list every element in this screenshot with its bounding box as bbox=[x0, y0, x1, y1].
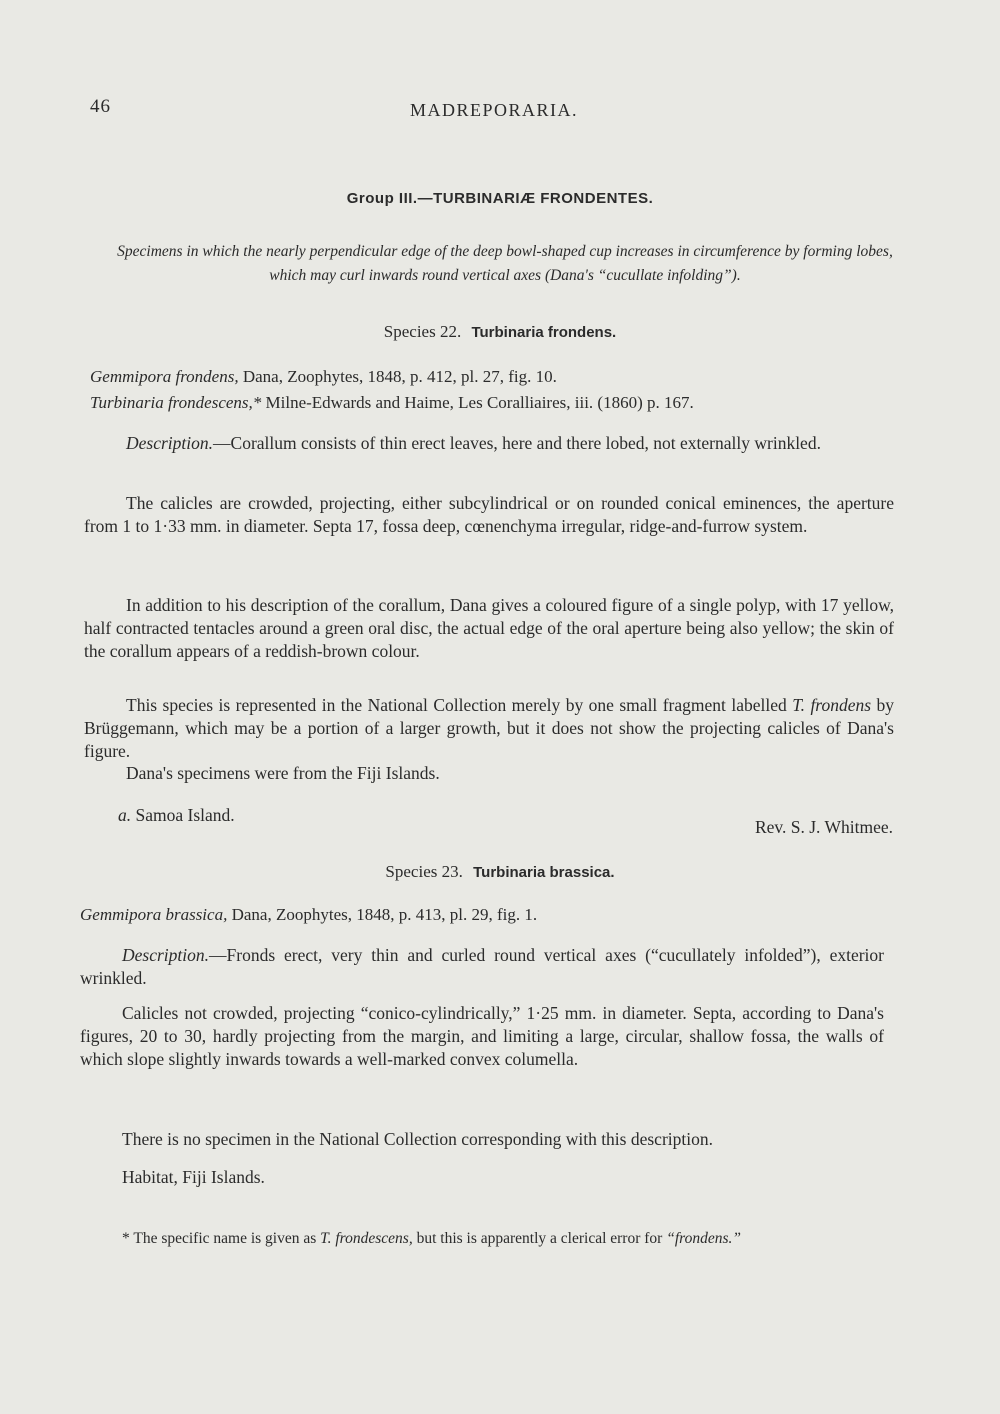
species-23-synonym-reference: Dana, Zoophytes, 1848, p. 413, pl. 29, fig. 1. bbox=[227, 905, 538, 924]
page-number: 46 bbox=[90, 96, 111, 117]
description-text: —Corallum consists of thin erect leaves, here and there lobed, not externally wrinkled. bbox=[213, 433, 821, 453]
synonym-1-reference: Dana, Zoophytes, 1848, p. 412, pl. 27, fig. 10. bbox=[238, 367, 557, 386]
species-22-description bbox=[84, 432, 894, 455]
species-22-represented bbox=[84, 694, 894, 763]
footnote bbox=[80, 1228, 880, 1250]
footnote-taxon: T. frondescens, bbox=[320, 1230, 413, 1247]
running-head: MADREPORARIA. bbox=[410, 100, 579, 120]
synonym-line-1 bbox=[90, 366, 557, 388]
synonym-2-reference: Milne-Edwards and Haime, Les Coralliaires, iii. (1860) p. 167. bbox=[261, 393, 694, 412]
specimen-letter: a. bbox=[118, 805, 132, 825]
species-23-no-specimen: There is no specimen in the National Collection corresponding with this description. bbox=[122, 1129, 713, 1149]
represented-pre: This species is represented in the National Collection merely by one small fragment labelled bbox=[126, 695, 793, 715]
represented-taxon: T. frondens bbox=[792, 695, 872, 715]
synonym-2-taxon: Turbinaria frondescens,* bbox=[90, 393, 262, 412]
species-22-heading bbox=[0, 322, 1000, 342]
specimen-row bbox=[118, 805, 893, 837]
specimen-collector: Rev. S. J. Whitmee. bbox=[754, 817, 893, 837]
species-23-description bbox=[80, 944, 884, 990]
specimen-locality: Samoa Island. bbox=[131, 805, 235, 825]
group-title: Group III.—TURBINARIÆ FRONDENTES. bbox=[346, 190, 654, 207]
footnote-mid: but this is apparently a clerical error for bbox=[412, 1230, 667, 1247]
footnote-correction: “frondens.” bbox=[666, 1230, 741, 1247]
species-22-origin: Dana's specimens were from the Fiji Islands. bbox=[126, 763, 440, 783]
represented-post: by Brüggemann, which may be a portion of a larger growth, but it does not show the projecting calicles of Dana's figure. bbox=[84, 695, 894, 761]
species-23-calicles: Calicles not crowded, projecting “conico-cylindrically,” 1·25 mm. in diameter. Septa, according to Dana's figures, 20 to 30, hardly projecting from the margin, and limiting a large, circular, shallow fossa, the walls of which slope slightly inwards towards a well-marked convex columella. bbox=[80, 1003, 884, 1069]
species-22-name: Turbinaria frondens. bbox=[471, 324, 617, 341]
group-description: Specimens in which the nearly perpendicular edge of the deep bowl-shaped cup increases in circumference by forming lobes, which may curl inwards round vertical axes (Dana's “cucullate infolding”). bbox=[117, 243, 893, 284]
species-23-name: Turbinaria brassica. bbox=[473, 864, 615, 881]
species-23-synonym bbox=[80, 904, 537, 926]
species-23-description-lead: Description. bbox=[122, 945, 210, 965]
species-22-label: Species 22. bbox=[383, 322, 462, 341]
synonym-line-2 bbox=[90, 392, 694, 414]
species-22-calicles: The calicles are crowded, projecting, either subcylindrical or on rounded conical eminences, the aperture from 1 to 1·33 mm. in diameter. Septa 17, fossa deep, cœnenchyma irregular, ridge-and-furrow system. bbox=[84, 493, 894, 536]
species-23-habitat: Habitat, Fiji Islands. bbox=[122, 1167, 265, 1187]
description-lead: Description. bbox=[126, 433, 214, 453]
species-23-synonym-taxon: Gemmipora brassica, bbox=[80, 905, 228, 924]
footnote-pre: * The specific name is given as bbox=[122, 1230, 321, 1247]
species-23-label: Species 23. bbox=[385, 862, 463, 881]
species-23-description-text: —Fronds erect, very thin and curled round vertical axes (“cucullately infolded”), exterior wrinkled. bbox=[80, 945, 884, 988]
species-22-addition: In addition to his description of the corallum, Dana gives a coloured figure of a single polyp, with 17 yellow, half contracted tentacles around a green oral disc, the actual edge of the oral aperture being also yellow; the skin of the corallum appears of a reddish-brown colour. bbox=[84, 595, 894, 661]
synonym-1-taxon: Gemmipora frondens, bbox=[90, 367, 239, 386]
species-23-heading bbox=[0, 862, 1000, 882]
